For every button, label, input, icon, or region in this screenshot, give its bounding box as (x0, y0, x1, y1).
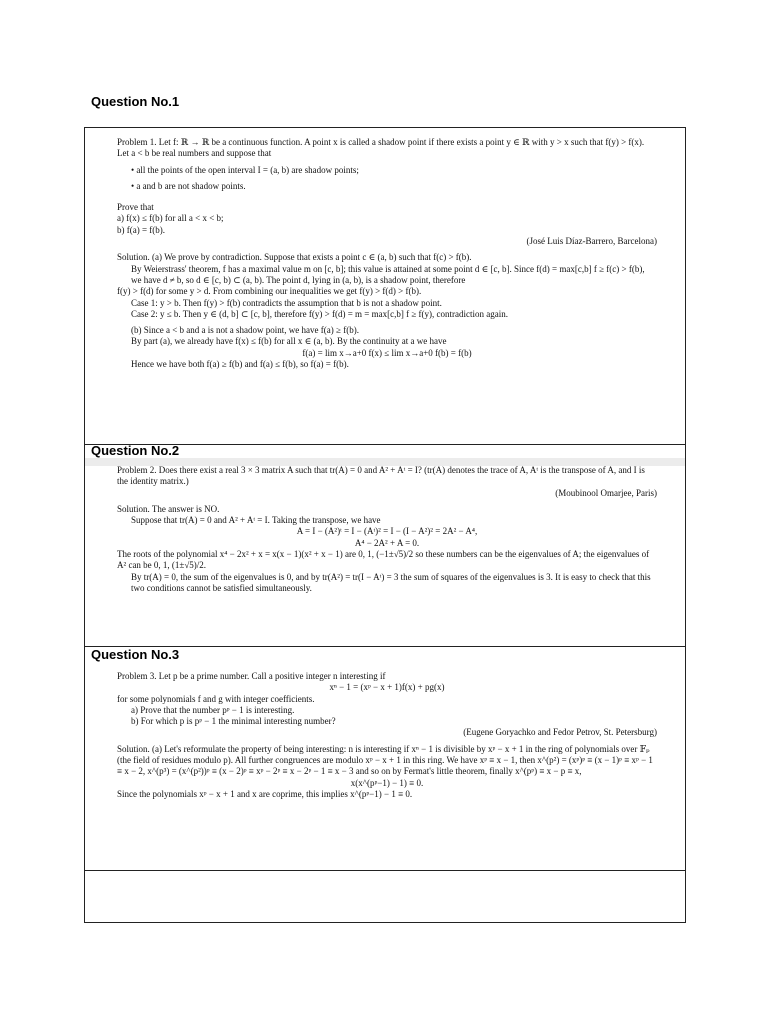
solution-1-line: By part (a), we already have f(x) ≤ f(b) for all x ∈ (a, b). By the continuity at a we have (131, 336, 447, 347)
problem-2-author: (Moubinool Omarjee, Paris) (555, 487, 657, 498)
solution-2-line: Solution. The answer is NO. (117, 503, 220, 514)
solution-2-equation: A⁴ − 2A² + A = 0. (354, 537, 420, 548)
problem-1-prove-label: Prove that (117, 202, 154, 213)
question-1-content (117, 137, 657, 370)
solution-3-conclusion: Since the polynomials xᵖ − x + 1 and x are coprime, this implies x^(pᵖ−1) − 1 ≡ 0. (117, 788, 413, 799)
solution-2-line: The roots of the polynomial x⁴ − 2x² + x = x(x − 1)(x² + x − 1) are 0, 1, (−1±√5)/2 so these numbers can be the eigenvalues of A; the eigenvalues of A² can be 0, 1, (1±√5)/2. (117, 549, 650, 571)
solution-2-line: Suppose that tr(A) = 0 and A² + Aᵗ = I. Taking the transpose, we have (131, 515, 381, 526)
problem-3-statement: Problem 3. Let p be a prime number. Call a positive integer n interesting if (117, 671, 386, 681)
frame-corner-mark (84, 127, 93, 136)
solution-1-line: By Weierstrass' theorem, f has a maximal value m on [c, b]; this value is attained at some point d ∈ [c, b]. Since f(d) = max[c,b] f ≥ f(c) > f(b), we have d ≠ b, so d ∈ [c, b) ⊂ (a, b). The point d, lying in (a, b), is a shadow point, therefore (131, 263, 645, 285)
question-1-heading: Question No.1 (91, 94, 180, 109)
question-3-heading: Question No.3 (91, 647, 180, 662)
problem-3-equation: xⁿ − 1 = (xᵖ − x + 1)f(x) + pg(x) (329, 682, 445, 693)
solution-1-line: f(y) > f(d) for some y > d. From combining our inequalities we get f(y) > f(d) > f(b). (117, 286, 422, 297)
solution-1-part-b: (b) Since a < b and a is not a shadow point, we have f(a) ≥ f(b). (131, 325, 359, 336)
solution-3-equation: x(x^(pᵖ−1) − 1) ≡ 0. (350, 777, 424, 788)
question-3-divider (84, 870, 685, 871)
question-3-content (117, 671, 657, 800)
problem-1-condition-2: • a and b are not shadow points. (131, 180, 246, 191)
problem-3-part-b: b) For which p is pᵖ − 1 the minimal interesting number? (131, 716, 336, 727)
problem-1-statement: Problem 1. Let f: ℝ → ℝ be a continuous function. A point x is called a shadow point if there exists a point y ∈ ℝ with y > x such that f(y) > f(x). Let a < b be real numbers and suppose that (117, 137, 645, 159)
question-2-content (117, 465, 657, 594)
problem-1-part-a: a) f(x) ≤ f(b) for all a < x < b; (117, 213, 224, 224)
solution-1-conclusion: Hence we have both f(a) ≥ f(b) and f(a) ≤ f(b), so f(a) = f(b). (131, 359, 349, 370)
solution-3-line: Solution. (a) Let's reformulate the property of being interesting: n is interesting if xⁿ − 1 is divisible by xᵖ − x + 1 in the ring of polynomials over 𝔽ₚ (the field of residues modulo p). All further congruences are modulo xᵖ − x + 1 in this ring. We have xᵖ ≡ x − 1, then x^(p²) = (xᵖ)ᵖ ≡ (x − 1)ᵖ ≡ xᵖ − 1 ≡ x − 2, x^(p³) = (x^(p²))ᵖ ≡ (x − 2)ᵖ ≡ xᵖ − 2ᵖ ≡ x − 2ᵖ − 1 ≡ x − 3 and so on by Fermat's little theorem, finally x^(pᵖ) ≡ x − p ≡ x, (117, 743, 653, 777)
problem-3-part-a: a) Prove that the number pᵖ − 1 is interesting. (131, 704, 295, 715)
problem-2-statement: Problem 2. Does there exist a real 3 × 3 matrix A such that tr(A) = 0 and A² + Aᵗ = I? (tr(A) denotes the trace of A, Aᵗ is the transpose of A, and I is the identity matrix.) (117, 465, 645, 487)
solution-1-case-2: Case 2: y ≤ b. Then y ∈ (d, b] ⊂ [c, b], therefore f(y) > f(d) = m = max[c,b] f ≥ f(y), contradiction again. (131, 308, 509, 319)
solution-1-limit-formula: f(a) = lim x→a+0 f(x) ≤ lim x→a+0 f(b) = f(b) (302, 347, 472, 358)
solution-1-line: Solution. (a) We prove by contradiction. Suppose that exists a point c ∈ (a, b) such that f(c) > f(b). (117, 252, 472, 263)
solution-1-case-1: Case 1: y > b. Then f(y) > f(b) contradicts the assumption that b is not a shadow point. (131, 297, 442, 308)
problem-1-condition-1: • all the points of the open interval I = (a, b) are shadow points; (131, 164, 359, 175)
problem-3-author: (Eugene Goryachko and Fedor Petrov, St. Petersburg) (463, 727, 657, 738)
problem-3-line: for some polynomials f and g with integer coefficients. (117, 693, 315, 704)
solution-2-conclusion: By tr(A) = 0, the sum of the eigenvalues is 0, and by tr(A²) = tr(I − Aᵗ) = 3 the sum of squares of the eigenvalues is 3. It is easy to check that this two conditions cannot be satisfied simultaneously. (131, 571, 651, 593)
solution-2-equation: A = I − (A²)ᵗ = I − (Aᵗ)² = I − (I − A²)² = 2A² − A⁴, (296, 526, 478, 537)
question-2-heading: Question No.2 (91, 443, 180, 458)
problem-1-author: (José Luis Díaz-Barrero, Barcelona) (526, 236, 657, 247)
problem-1-part-b: b) f(a) = f(b). (117, 224, 166, 235)
